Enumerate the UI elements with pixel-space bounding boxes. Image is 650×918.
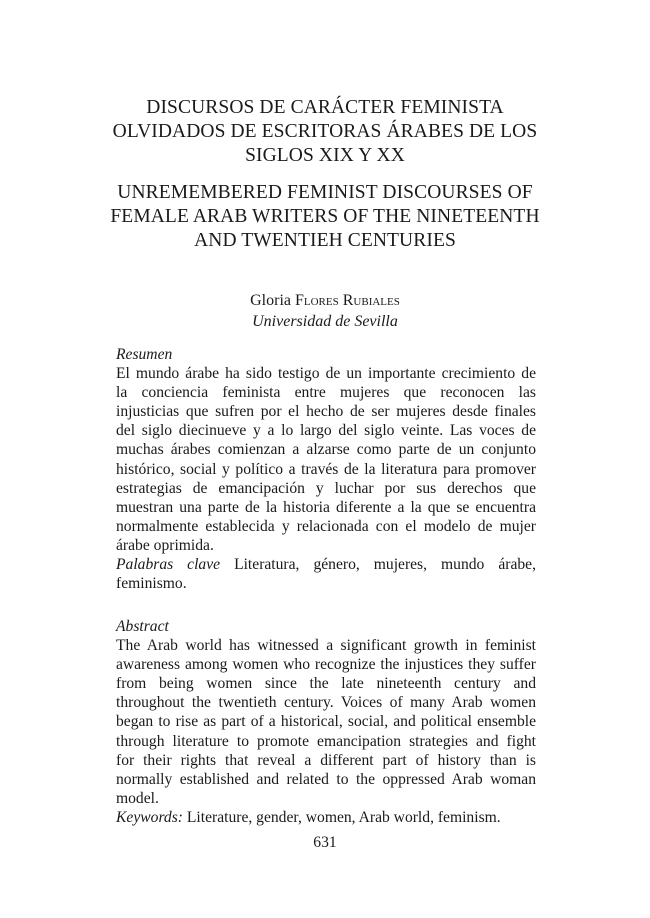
abstract-heading: Abstract <box>116 618 169 635</box>
resumen-body <box>116 364 536 555</box>
author-block <box>100 290 550 332</box>
resumen-line: la conciencia feminista entre mujeres que reconocen las <box>116 384 536 402</box>
abstract-body <box>116 636 536 808</box>
author-name <box>100 290 550 311</box>
resumen-keywords-label: Palabras clave <box>116 556 221 574</box>
resumen-line: histórico, social y político a través de la literatura para promover <box>116 460 536 478</box>
title-english-line: FEMALE ARAB WRITERS OF THE NINETEENTH <box>110 206 540 227</box>
abstract-line: for their rights that reveal a different part of history than is <box>116 751 536 769</box>
title-english-line: UNREMEMBERED FEMINIST DISCOURSES OF <box>117 182 533 203</box>
abstract-keywords-text: Literature, gender, women, Arab world, feminism. <box>186 808 501 826</box>
author-first-name: Gloria <box>250 292 291 309</box>
title-spanish <box>100 96 550 168</box>
resumen-keywords <box>116 555 536 593</box>
abstract-line: from being women since the late nineteenth century and <box>116 675 536 693</box>
title-spanish-line: SIGLOS XIX Y XX <box>245 145 405 166</box>
title-spanish-line: DISCURSOS DE CARÁCTER FEMINISTA <box>146 97 504 118</box>
resumen-line: normalmente establecida y relacionada con el modelo de mujer <box>116 517 536 535</box>
resumen-keywords-line <box>116 555 536 574</box>
resumen-heading: Resumen <box>116 346 173 363</box>
abstract-keywords <box>116 808 536 827</box>
abstract-section <box>116 617 536 827</box>
resumen-section <box>116 345 536 593</box>
abstract-line: awareness among women who recognize the injustices they suffer <box>116 656 536 674</box>
author-surname: Flores Rubiales <box>295 292 400 309</box>
resumen-line: muchas árabes comienzan a alzarse como parte de un conjunto <box>116 441 536 459</box>
title-english-line: AND TWENTIEH CENTURIES <box>194 230 456 251</box>
resumen-line: del siglo diecinueve y a lo largo del siglo veinte. Las voces de <box>116 422 536 440</box>
resumen-line: estrategias de emancipación y luchar por sus derechos que <box>116 479 536 497</box>
abstract-keywords-line <box>116 808 536 827</box>
resumen-line: El mundo árabe ha sido testigo de un importante crecimiento de <box>116 365 536 383</box>
abstract-line: model. <box>116 789 159 807</box>
resumen-line: árabe oprimida. <box>116 536 214 554</box>
author-affiliation: Universidad de Sevilla <box>252 313 398 330</box>
abstract-line: throughout the twentieth century. Voices of many Arab women <box>116 694 536 712</box>
title-spanish-line: OLVIDADOS DE ESCRITORAS ÁRABES DE LOS <box>112 121 538 142</box>
abstract-line: through literature to promote emancipation strategies and fight <box>116 732 536 750</box>
abstract-line: normally established and related to the oppressed Arab woman <box>116 770 536 788</box>
resumen-line: muestran una parte de la historia diferente a la que se encuentra <box>116 498 536 516</box>
resumen-line: injusticias que sufren por el hecho de ser mujeres desde finales <box>116 403 536 421</box>
abstract-line: The Arab world has witnessed a significant growth in feminist <box>116 637 536 655</box>
resumen-keywords-continuation: feminismo. <box>116 575 187 593</box>
abstract-keywords-label: Keywords: <box>116 808 183 826</box>
resumen-keywords-text: Literatura, género, mujeres, mundo árabe, <box>234 556 536 574</box>
page-number: 631 <box>313 834 337 851</box>
title-english <box>100 181 550 253</box>
abstract-line: began to rise as part of a historical, social, and political ensemble <box>116 713 536 731</box>
